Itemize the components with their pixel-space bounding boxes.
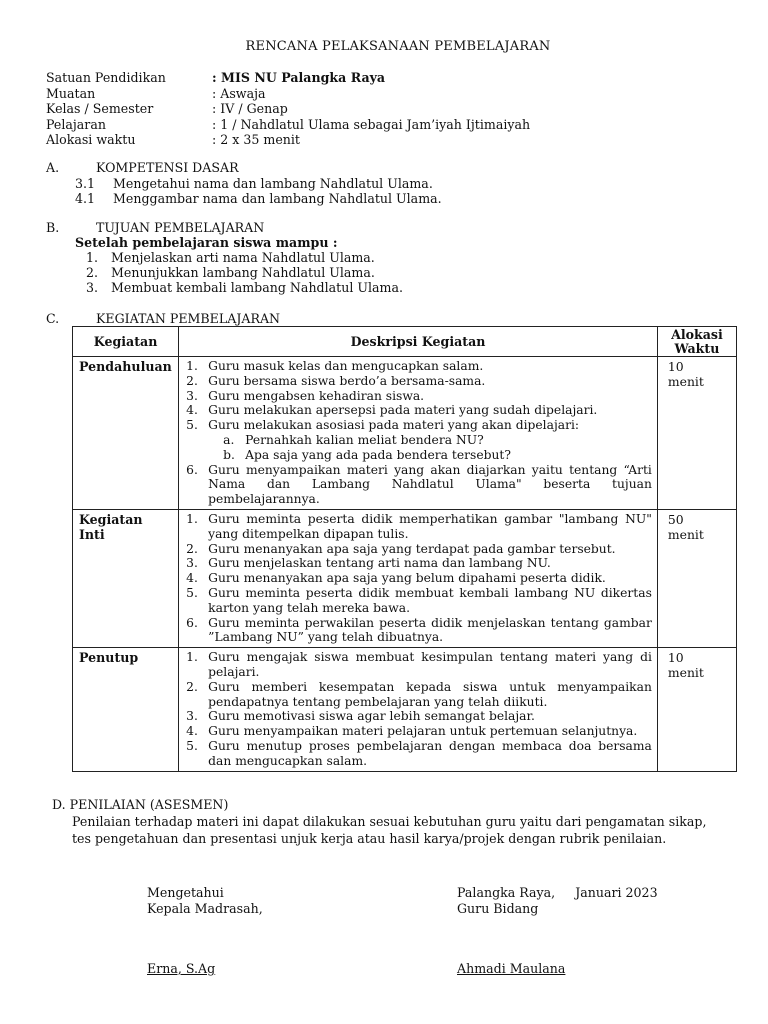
item-text: Mengetahui nama dan lambang Nahdlatul Ulama. [113,176,433,191]
step-item: 3. Guru menjelaskan tentang arti nama dan lambang NU. [186,556,551,571]
identity-value: : 1 / Nahdlatul Ulama sebagai Jam’iyah Ijtimaiyah [212,116,531,132]
identity-row [46,117,646,133]
signer-name: Erna, S.Ag [147,961,216,976]
item-number: 1. [86,250,99,265]
identity-label: Muatan [46,85,96,101]
sub-step-item: a. Pernahkah kalian meliat bendera NU? [223,432,484,447]
identity-row [46,132,646,148]
time-unit: menit [667,526,704,542]
time-cell [657,357,736,510]
time-value: 10 [667,359,684,374]
penilaian-text: Penilaian terhadap materi ini dapat dilakukan sesuai kebutuhan guru yaitu dari pengamatan sikap, tes pengetahuan dan presentasi unjuk kerja atau hasil karya/projek dengan rubrik penilaian. [72,814,707,846]
time-value: 50 [667,511,684,527]
time-unit: menit [667,665,704,681]
header-alokasi: Alokasi Waktu [657,327,736,357]
identity-label: Alokasi waktu [46,132,136,147]
table-row [73,648,737,771]
kegiatan-table [72,326,737,772]
sub-step-item: b. Apa saja yang ada pada bendera tersebut? [223,447,511,462]
section-b-subtitle: Setelah pembelajaran siswa mampu : [75,235,338,250]
section-letter: D. [52,797,66,812]
step-item: 1. Guru mengajak siswa membuat kesimpulan tentang materi yang di pelajari. [186,650,652,679]
identity-label: Kelas / Semester [46,101,154,116]
steps-cell [179,357,658,510]
signature-left [147,885,263,917]
signature-line: Guru Bidang [457,901,539,916]
step-item: 6. Guru menyampaikan materi yang akan diajarkan yaitu tentang “Arti Nama dan Lambang Nahdlatul Ulama" beserta tujuan pembelajarannya. [186,462,652,507]
step-item: 3. Guru memotivasi siswa agar lebih semangat belajar. [186,709,535,724]
step-item: 6. Guru meminta perwakilan peserta didik menjelaskan tentang gambar ”Lambang NU” yang telah dibuatnya. [186,615,652,645]
header-kegiatan: Kegiatan [73,327,179,357]
step-item: 2. Guru memberi kesempatan kepada siswa untuk menyampaikan pendapatnya tentang pembelajaran yang telah diikuti. [186,679,652,709]
step-item: 5. Guru melakukan asosiasi pada materi yang akan dipelajari: [186,418,580,433]
signature-right [457,885,658,917]
item-number: 3.1 [75,176,96,191]
identity-label: Pelajaran [46,116,106,132]
item-text: Menggambar nama dan lambang Nahdlatul Ulama. [113,191,442,206]
section-letter: A. [46,160,60,175]
section-letter: B. [46,220,60,235]
step-item: 1. Guru masuk kelas dan mengucapkan salam. [186,359,484,373]
item-text: Membuat kembali lambang Nahdlatul Ulama. [111,280,403,295]
signature-line: Kepala Madrasah, [147,901,263,916]
signature-left-name [147,961,215,977]
document-title: RENCANA PELAKSANAAN PEMBELAJARAN [245,39,551,54]
identity-value: : Aswaja [212,85,266,101]
identity-value: : 2 x 35 menit [212,132,300,147]
step-item: 4. Guru menanyakan apa saja yang belum dipahami peserta didik. [186,571,606,586]
section-title: PENILAIAN (ASESMEN) [69,797,229,812]
step-item: 2. Guru bersama siswa berdo’a bersama-sama. [186,373,486,388]
step-item: 5. Guru menutup proses pembelajaran dengan membaca doa bersama dan mengucapkan salam. [186,738,652,768]
steps-cell [179,648,658,771]
identity-value: : IV / Genap [212,101,288,116]
item-number: 2. [86,265,99,280]
table-header-row [73,327,737,357]
table-row [73,357,737,510]
identity-row [46,101,646,117]
signature-line: Palangka Raya, Januari 2023 [457,885,658,900]
steps-cell [179,509,658,647]
identity-label: Satuan Pendidikan [46,70,166,85]
section-title: KOMPETENSI DASAR [96,160,239,175]
phase-cell: Penutup [73,648,179,771]
section-title: TUJUAN PEMBELAJARAN [96,220,265,235]
section-letter: C. [46,311,60,326]
item-number: 3. [86,280,99,295]
identity-row [46,86,646,102]
step-item: 4. Guru menyampaikan materi pelajaran untuk pertemuan selanjutnya. [186,724,638,739]
time-value: 10 [667,650,684,666]
step-item: 3. Guru mengabsen kehadiran siswa. [186,388,425,403]
time-cell [657,509,736,647]
step-item: 2. Guru menanyakan apa saja yang terdapat pada gambar tersebut. [186,541,616,556]
time-unit: menit [667,374,704,389]
section-title: KEGIATAN PEMBELAJARAN [96,311,281,326]
item-text: Menunjukkan lambang Nahdlatul Ulama. [111,265,375,280]
item-number: 4.1 [75,191,96,206]
item-text: Menjelaskan arti nama Nahdlatul Ulama. [111,250,375,265]
step-item: 1. Guru meminta peserta didik memperhatikan gambar "lambang NU" yang ditempelkan dipapan tulis. [186,511,652,541]
phase-cell: Kegiatan Inti [73,509,179,647]
phase-cell: Pendahuluan [73,357,179,510]
step-item: 4. Guru melakukan apersepsi pada materi yang sudah dipelajari. [186,403,598,418]
header-deskripsi: Deskripsi Kegiatan [179,327,658,357]
signer-name: Ahmadi Maulana [457,961,566,976]
time-cell [657,648,736,771]
table-row [73,509,737,647]
signature-right-name [457,961,565,977]
identity-row [46,70,646,86]
signature-line: Mengetahui [147,885,224,900]
step-item: 5. Guru meminta peserta didik membuat kembali lambang NU dikertas karton yang telah mereka bawa. [186,585,652,615]
section-d-heading [52,797,228,812]
identity-value: : MIS NU Palangka Raya [212,70,386,85]
identity-block [46,70,646,148]
